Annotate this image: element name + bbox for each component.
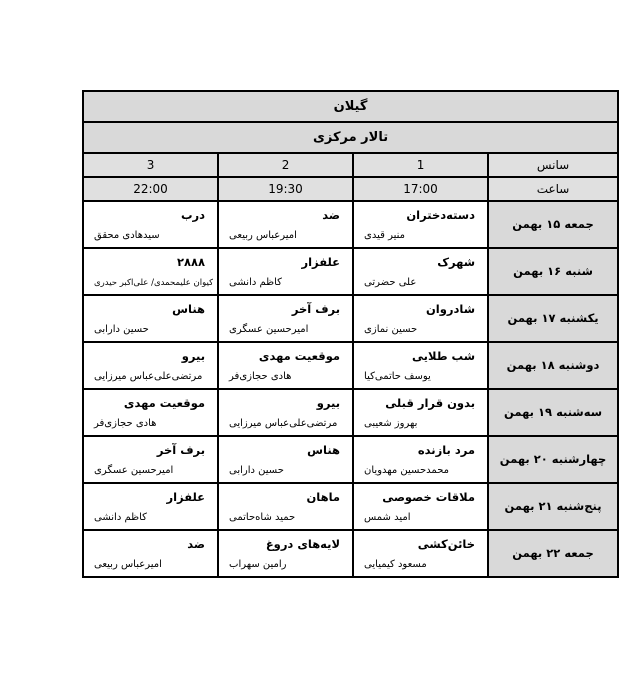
screening-entry xyxy=(219,440,352,479)
director-name: کیوان علیمحمدی/ علی‌اکبر حیدری xyxy=(94,278,214,288)
film-title: ۲۸۸۸ xyxy=(176,255,206,269)
film-title: علفزار xyxy=(166,490,206,504)
screening-cell xyxy=(218,248,353,295)
screening-cell xyxy=(83,248,218,295)
time-header-row xyxy=(83,177,618,201)
film-title: هناس xyxy=(172,302,206,316)
director-name: سیدهادی محقق xyxy=(94,230,160,241)
screening-cell xyxy=(218,201,353,248)
venue-title: تالار مرکزی xyxy=(83,122,618,153)
film-title: شادروان xyxy=(425,302,476,316)
screening-cell xyxy=(83,389,218,436)
screening-cell xyxy=(353,342,488,389)
director-name: امیرحسین عسگری xyxy=(229,324,309,335)
film-title: هناس xyxy=(307,443,341,457)
director-name: هادی حجازی‌فر xyxy=(229,371,292,382)
screening-entry xyxy=(219,487,352,526)
time-label: ساعت xyxy=(488,177,618,201)
screening-entry xyxy=(84,393,217,432)
session-number: 1 xyxy=(353,153,488,177)
day-label: جمعه ۲۲ بهمن xyxy=(488,530,618,577)
film-title: شب طلایی xyxy=(412,349,476,363)
screening-cell xyxy=(218,436,353,483)
film-title: موقعیت مهدی xyxy=(123,396,206,410)
day-label: چهارشنبه ۲۰ بهمن xyxy=(488,436,618,483)
film-title: برف آخر xyxy=(291,302,341,316)
screening-cell xyxy=(83,201,218,248)
screening-cell xyxy=(218,342,353,389)
film-title: مرد بازنده xyxy=(417,443,476,457)
screening-entry xyxy=(219,205,352,244)
screening-entry xyxy=(354,393,487,432)
screening-entry xyxy=(84,252,217,291)
screening-entry xyxy=(354,440,487,479)
director-name: یوسف حاتمی‌کیا xyxy=(364,371,431,382)
film-title: دسته‌دختران xyxy=(406,208,476,222)
screening-entry xyxy=(354,299,487,338)
session-label: سانس xyxy=(488,153,618,177)
screening-entry xyxy=(219,393,352,432)
screening-entry xyxy=(84,440,217,479)
director-name: کاظم دانشی xyxy=(229,277,282,288)
day-row xyxy=(83,483,618,530)
screening-entry xyxy=(354,252,487,291)
session-number: 2 xyxy=(218,153,353,177)
day-label: جمعه ۱۵ بهمن xyxy=(488,201,618,248)
screening-entry xyxy=(354,534,487,573)
schedule-body xyxy=(83,91,618,577)
day-label: دوشنبه ۱۸ بهمن xyxy=(488,342,618,389)
film-title: لایه‌های دروغ xyxy=(265,537,341,551)
screening-entry xyxy=(354,487,487,526)
screening-cell xyxy=(353,530,488,577)
screening-cell xyxy=(218,530,353,577)
session-time: 19:30 xyxy=(218,177,353,201)
director-name: منیر قیدی xyxy=(364,230,405,241)
day-label: سه‌شنبه ۱۹ بهمن xyxy=(488,389,618,436)
director-name: حسین دارابی xyxy=(94,324,149,335)
director-name: حسین نمازی xyxy=(364,324,418,335)
screening-entry xyxy=(84,205,217,244)
director-name: مسعود کیمیایی xyxy=(364,559,427,570)
director-name: بهروز شعیبی xyxy=(364,418,418,429)
screening-schedule-table xyxy=(82,90,619,578)
film-title: بیرو xyxy=(316,396,341,410)
screening-entry xyxy=(84,487,217,526)
film-title: ضد xyxy=(187,537,206,551)
screening-cell xyxy=(353,295,488,342)
screening-cell xyxy=(218,483,353,530)
director-name: رامین سهراب xyxy=(229,559,287,570)
director-name: حسین دارابی xyxy=(229,465,284,476)
screening-cell xyxy=(353,483,488,530)
day-row xyxy=(83,436,618,483)
province-row xyxy=(83,91,618,122)
day-row xyxy=(83,342,618,389)
director-name: امیرعباس ربیعی xyxy=(229,230,297,241)
director-name: هادی حجازی‌فر xyxy=(94,418,157,429)
screening-cell xyxy=(83,342,218,389)
screening-entry xyxy=(219,346,352,385)
director-name: امید شمس xyxy=(364,512,411,523)
screening-cell xyxy=(83,530,218,577)
film-title: ضد xyxy=(322,208,341,222)
screening-cell xyxy=(353,201,488,248)
screening-cell xyxy=(353,436,488,483)
director-name: حمید شاه‌حاتمی xyxy=(229,512,296,523)
director-name: امیرحسین عسگری xyxy=(94,465,174,476)
day-row xyxy=(83,201,618,248)
session-time: 17:00 xyxy=(353,177,488,201)
director-name: کاظم دانشی xyxy=(94,512,147,523)
screening-entry xyxy=(219,534,352,573)
venue-row xyxy=(83,122,618,153)
session-number: 3 xyxy=(83,153,218,177)
film-title: علفزار xyxy=(301,255,341,269)
film-title: شهرک xyxy=(437,255,476,269)
film-title: بدون قرار قبلی xyxy=(385,396,476,410)
screening-entry xyxy=(219,252,352,291)
screening-entry xyxy=(84,346,217,385)
screening-entry xyxy=(84,299,217,338)
film-title: برف آخر xyxy=(156,443,206,457)
screening-cell xyxy=(218,389,353,436)
director-name: علی حضرتی xyxy=(364,277,417,288)
film-title: خائن‌کشی xyxy=(417,537,476,551)
director-name: امیرعباس ربیعی xyxy=(94,559,162,570)
day-row xyxy=(83,530,618,577)
screening-cell xyxy=(218,295,353,342)
director-name: مرتضی‌علی‌عباس میرزایی xyxy=(94,371,203,382)
screening-cell xyxy=(83,295,218,342)
screening-entry xyxy=(84,534,217,573)
day-label: یکشنبه ۱۷ بهمن xyxy=(488,295,618,342)
screening-cell xyxy=(353,389,488,436)
screening-cell xyxy=(353,248,488,295)
director-name: مرتضی‌علی‌عباس میرزایی xyxy=(229,418,338,429)
screening-entry xyxy=(354,205,487,244)
session-header-row xyxy=(83,153,618,177)
screening-cell xyxy=(83,483,218,530)
film-title: بیرو xyxy=(181,349,206,363)
director-name: محمدحسین مهدویان xyxy=(364,465,450,476)
day-row xyxy=(83,389,618,436)
screening-entry xyxy=(219,299,352,338)
day-label: پنج‌شنبه ۲۱ بهمن xyxy=(488,483,618,530)
film-title: موقعیت مهدی xyxy=(258,349,341,363)
screening-cell xyxy=(83,436,218,483)
film-title: ملاقات خصوصی xyxy=(382,490,476,504)
session-time: 22:00 xyxy=(83,177,218,201)
day-row xyxy=(83,248,618,295)
screening-entry xyxy=(354,346,487,385)
day-label: شنبه ۱۶ بهمن xyxy=(488,248,618,295)
province-title: گیلان xyxy=(83,91,618,122)
film-title: درب xyxy=(180,208,206,222)
film-title: ماهان xyxy=(306,490,341,504)
day-row xyxy=(83,295,618,342)
